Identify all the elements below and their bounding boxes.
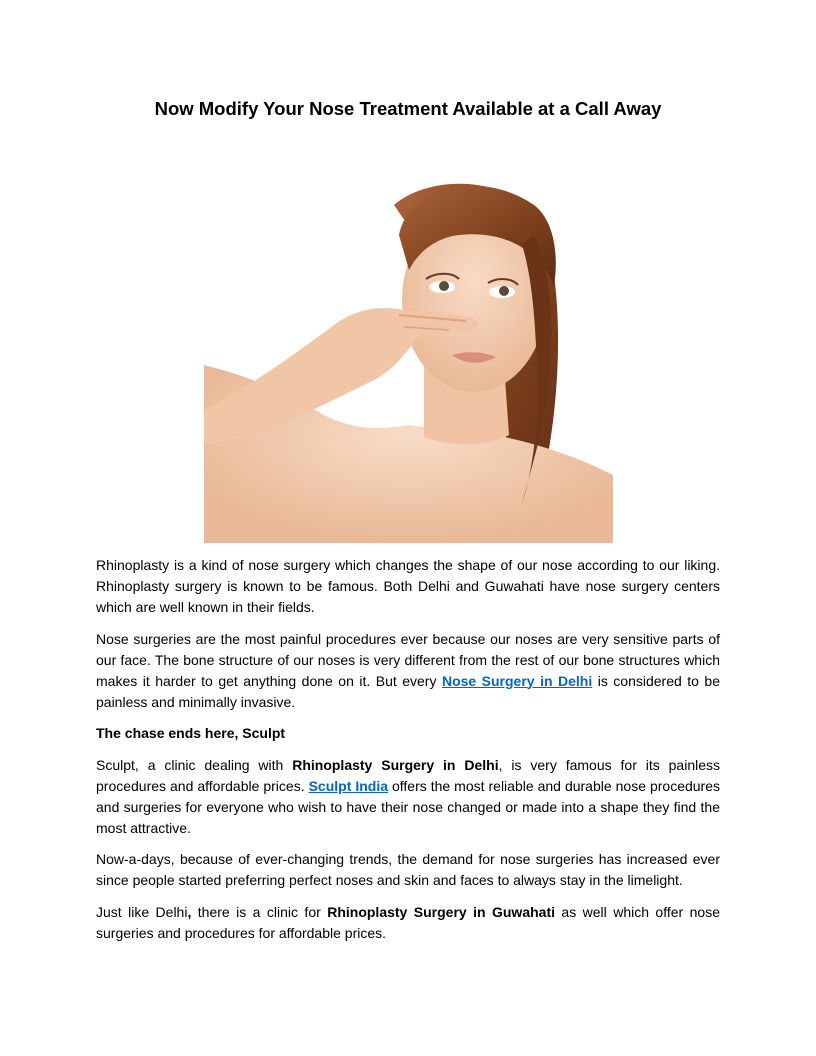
nose-surgery-delhi-link[interactable]: Nose Surgery in Delhi <box>441 672 593 689</box>
page-title: Now Modify Your Nose Treatment Available at a Call Away <box>154 98 662 119</box>
woman-touching-nose-photo <box>204 175 613 543</box>
sculpt-india-link[interactable]: Sculpt India <box>308 777 389 794</box>
paragraph-trends: Now-a-days, because of ever-changing trends, the demand for nose surgeries has increased ever since people started preferring perfect noses and skin and faces to always stay in the limelight. <box>96 851 720 888</box>
paragraph-painful-procedures: Nose surgeries are the most painful procedures ever because our noses are very sensitive parts of our face. The bone structure of our noses is very different from the rest of our bone structures which makes it harder to get anything done on it. But every Nose Surgery in Delhi is considered to be painless and minimally invasive. <box>96 630 720 710</box>
paragraph-rhinoplasty-intro: Rhinoplasty is a kind of nose surgery which changes the shape of our nose according to our liking. Rhinoplasty surgery is known to be famous. Both Delhi and Guwahati have nose surgery centers which are well known in their fields. <box>96 557 720 615</box>
section-heading: The chase ends here, Sculpt <box>96 725 286 741</box>
paragraph-guwahati: Just like Delhi, there is a clinic for Rhinoplasty Surgery in Guwahati as well which offer nose surgeries and procedures for affordable prices. <box>96 903 720 941</box>
article-body <box>96 555 720 954</box>
paragraph-sculpt-clinic: Sculpt, a clinic dealing with Rhinoplasty Surgery in Delhi, is very famous for its painless procedures and affordable prices. Sculpt India offers the most reliable and durable nose procedures and surgeries for everyone who wish to have their nose changed or made into a shape they find the most attractive. <box>96 756 721 836</box>
